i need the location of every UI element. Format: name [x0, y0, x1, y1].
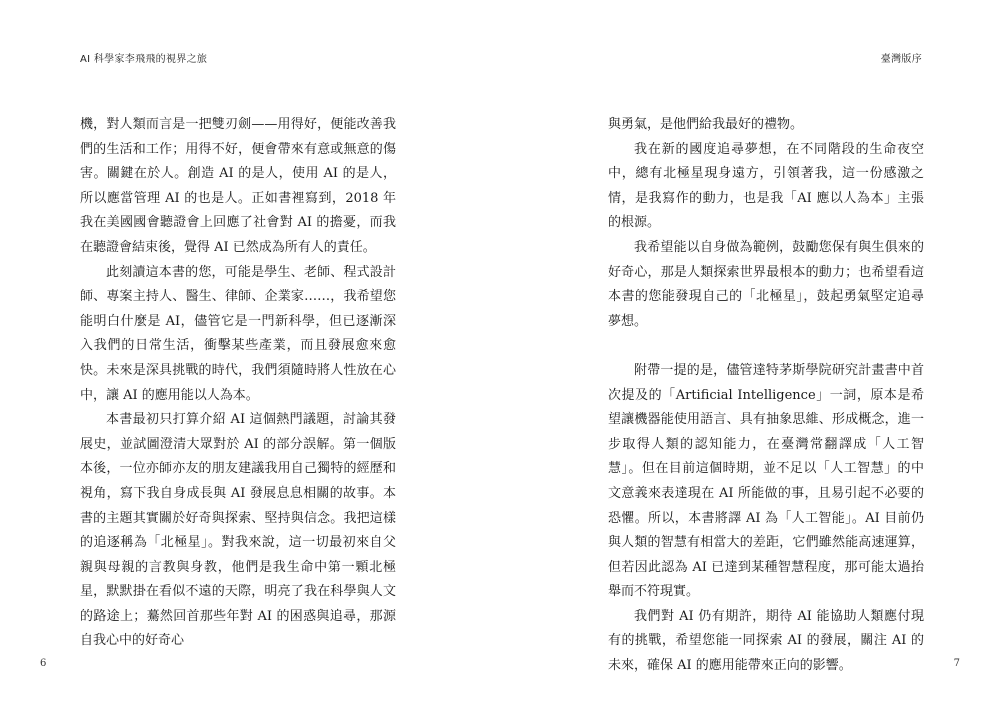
left-paragraph-1: 機，對人類而言是一把雙刃劍——用得好，便能改善我們的生活和工作；用得不好，便會帶來有意或無意的傷害。關鍵在於人。創造 AI 的是人，使用 AI 的是人，所以應當管理 AI 的也是人。正如書裡寫到，2018 年我在美國國會聽證會上回應了社會對 AI 的擔憂，而我在聽證會結束後，覺得 AI 已然成為所有人的責任。 [80, 117, 396, 255]
running-head-right: 臺灣版序 [880, 54, 922, 65]
right-paragraph-5: 我們對 AI 仍有期許，期待 AI 能協助人類應付現有的挑戰，希望您能一同探索 AI 的發展，關注 AI 的未來，確保 AI 的應用能帶來正向的影響。 [608, 608, 924, 674]
right-paragraph-2: 我在新的國度追尋夢想，在不同階段的生命夜空中，總有北極星現身遠方，引領著我，這一份感激之情，是我寫作的動力，也是我「AI 應以人為本」主張的根源。 [608, 141, 924, 231]
running-head-left: AI 科學家李飛飛的視界之旅 [80, 54, 208, 65]
right-paragraph-1: 與勇氣，是他們給我最好的禮物。 [608, 117, 804, 132]
right-page-column [608, 113, 924, 679]
page-number-left: 6 [40, 658, 47, 669]
left-page-column [80, 113, 396, 654]
left-paragraph-2: 此刻讀這本書的您，可能是學生、老師、程式設計師、專案主持人、醫生、律師、企業家……，我希望您能明白什麼是 AI，儘管它是一門新科學，但已逐漸深入我們的日常生活，衝擊某些產業，而且發展愈來愈快。未來是深具挑戰的時代，我們須隨時將人性放在心中，讓 AI 的應用能以人為本。 [80, 264, 396, 403]
right-paragraph-4: 附帶一提的是，儘管達特茅斯學院研究計畫書中首次提及的「Artificial Intelligence」一詞，原本是希望讓機器能使用語言、具有抽象思維、形成概念，進一步取得人類的認知能力，在臺灣常翻譯成「人工智慧」。但在目前這個時期，並不足以「人工智慧」的中文意義來表達現在 AI 所能做的事，且易引起不必要的恐懼。所以，本書將譯 AI 為「人工智能」。AI 目前仍與人類的智慧有相當大的差距，它們雖然能高速運算，但若因此認為 AI 已達到某種智慧程度，那可能太過抬舉而不符現實。 [608, 362, 924, 600]
page-number-right: 7 [953, 658, 960, 669]
right-paragraph-3: 我希望能以自身做為範例，鼓勵您保有與生俱來的好奇心，那是人類探索世界最根本的動力；也希望看這本書的您能發現自己的「北極星」，鼓起勇氣堅定追尋夢想。 [608, 239, 924, 329]
left-paragraph-3: 本書最初只打算介紹 AI 這個熱門議題，討論其發展史，並試圖澄清大眾對於 AI 的部分誤解。第一個版本後，一位亦師亦友的朋友建議我用自己獨特的經歷和視角，寫下我自身成長與 AI 發展息息相關的故事。本書的主題其實關於好奇與探索、堅持與信念。我把這樣的追逐稱為「北極星」。對我來說，這一切最初來自父親與母親的言教與身教，他們是我生命中第一顆北極星，默默掛在看似不遠的天際，明亮了我在科學與人文的路途上；驀然回首那些年對 AI 的困惑與追尋，那源自我心中的好奇心 [80, 412, 396, 649]
